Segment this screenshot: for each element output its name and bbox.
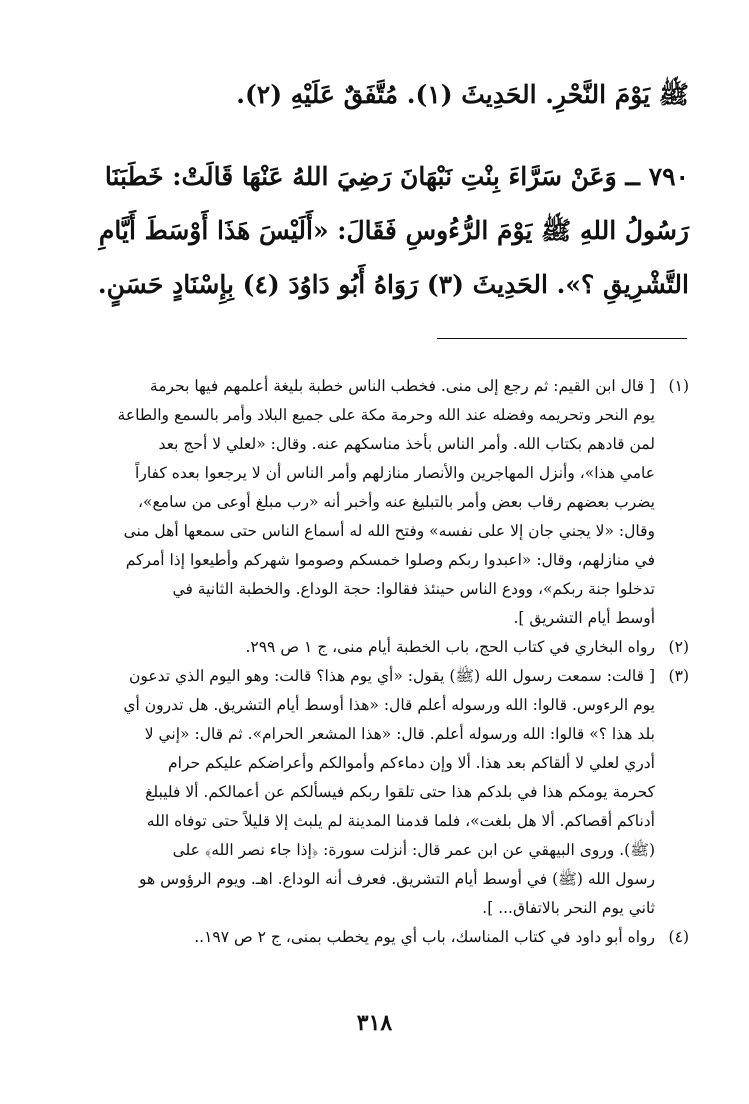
- footnote-number: (٤): [668, 928, 689, 946]
- footnote-body: [61, 372, 655, 633]
- footnotes: [61, 372, 689, 952]
- footnote-line: رسول الله (ﷺ) في أوسط أيام التشريق. فعرف أنه الوداع. اهـ. ويوم الرؤوس هو: [139, 870, 655, 888]
- footnote-line: رواه البخاري في كتاب الحج، باب الخطبة أيام منى، ج ١ ص ٢٩٩.: [245, 638, 655, 656]
- footnote-number: (١): [668, 377, 689, 395]
- footnote-line: (ﷺ). وروى البيهقي عن ابن عمر قال: أنزلت سورة: ﴿إذا جاء نصر الله﴾ على: [172, 841, 655, 859]
- footnote-line: يوم النحر وتحريمه وفضله عند الله وحرمة مكة على جميع البلاد وأمر بالسمع والطاعة: [117, 406, 655, 424]
- page-number: ٣١٨: [356, 1010, 393, 1036]
- footnote-number: (٢): [668, 638, 689, 656]
- footnote-line: في منازلهم، وقال: «اعبدوا ربكم وصلوا خمسكم وصوموا شهركم وأطيعوا إذا أمركم: [125, 551, 655, 569]
- footnote-line: أدري لعلي لا ألقاكم بعد هذا. ألا وإن دماءكم وأموالكم وأعراضكم عليكم حرام: [168, 754, 655, 772]
- footnote-line: عامي هذا»، وأنزل المهاجرين والأنصار منازلهم وأمر الناس أن لا يرجعوا بعده كفاراً: [135, 464, 655, 482]
- footnote-separator: [437, 338, 687, 339]
- footnote-line: بلد هذا ؟» قالوا: الله ورسوله أعلم. قال: «هذا المشعر الحرام». ثم قال: «إني لا: [144, 725, 655, 743]
- footnote-line: يضرب بعضهم رقاب بعض وأمر بالتبليغ عنه وأخبر أنه «رب مبلغ أوعى من سامع»،: [138, 493, 655, 511]
- main-top-line: [69, 68, 689, 122]
- footnote-1: [61, 372, 689, 633]
- footnote-line: كحرمة يومكم هذا في بلدكم هذا حتى تلقوا ربكم فيسألكم عن أعمالكم. ألا فليبلغ: [145, 783, 655, 801]
- footnote-line: لمن قادهم بكتاب الله. وأمر الناس بأخذ مناسكهم عنه. وقال: «لعلي لا أحج بعد: [158, 435, 655, 453]
- footnote-line: وقال: «لا يجني جان إلا على نفسه» وفتح الله له أسماع الناس حتى سمعها أهل منى: [123, 522, 655, 540]
- hadith-790: [69, 150, 689, 312]
- footnote-body: [61, 662, 655, 923]
- footnote-line: تدخلوا جنة ربكم»، وودع الناس حينئذ فقالوا: حجة الوداع. والخطبة الثانية في: [172, 580, 655, 598]
- footnote-4: [61, 923, 689, 952]
- footnote-line: أوسط أيام التشريق ].: [513, 609, 655, 627]
- footnote-line: ثاني يوم النحر بالاتفاق... ].: [482, 899, 655, 917]
- top-line-text: ﷺ يَوْمَ النَّحْرِ. الحَدِيثَ (١). مُتَّفَقٌ عَلَيْهِ (٢).: [236, 80, 689, 109]
- footnote-3: [61, 662, 689, 923]
- footnote-body: [61, 923, 655, 952]
- footnote-2: [61, 633, 689, 662]
- hadith-line: ٧٩٠ ــ وَعَنْ سَرَّاءَ بِنْتِ نَبْهَانَ رَضِيَ اللهُ عَنْهَا قَالَتْ: خَطَبَنَا: [104, 162, 689, 191]
- footnote-line: يوم الرءوس. قالوا: الله ورسوله أعلم قال: «هذا أوسط أيام التشريق. هل تدرون أي: [123, 696, 655, 714]
- footnote-body: [61, 633, 655, 662]
- footnote-line: رواه أبو داود في كتاب المناسك، باب أي يوم يخطب بمنى، ج ٢ ص ١٩٧..: [194, 928, 655, 946]
- footnote-line: أدناكم أقصاكم. ألا هل بلغت»، فلما قدمنا المدينة لم يلبث إلا قليلاً حتى توفاه الله: [146, 812, 655, 830]
- footnote-line: [ قالت: سمعت رسول الله (ﷺ) يقول: «أي يوم هذا؟ قالت: وهو اليوم الذي تدعون: [129, 667, 655, 685]
- hadith-line: التَّشْرِيقِ ؟». الحَدِيثَ (٣) رَوَاهُ أَبُو دَاوُدَ (٤) بِإِسْنَادٍ حَسَنٍ.: [97, 270, 689, 299]
- hadith-line: رَسُولُ اللهِ ﷺ يَوْمَ الرُّءُوسِ فَقَالَ: «أَلَيْسَ هَذَا أَوْسَطَ أَيَّامِ: [98, 216, 689, 245]
- footnote-line: [ قال ابن القيم: ثم رجع إلى منى. فخطب الناس خطبة بليغة أعلمهم فيها بحرمة: [149, 377, 655, 395]
- footnote-number: (٣): [668, 667, 689, 685]
